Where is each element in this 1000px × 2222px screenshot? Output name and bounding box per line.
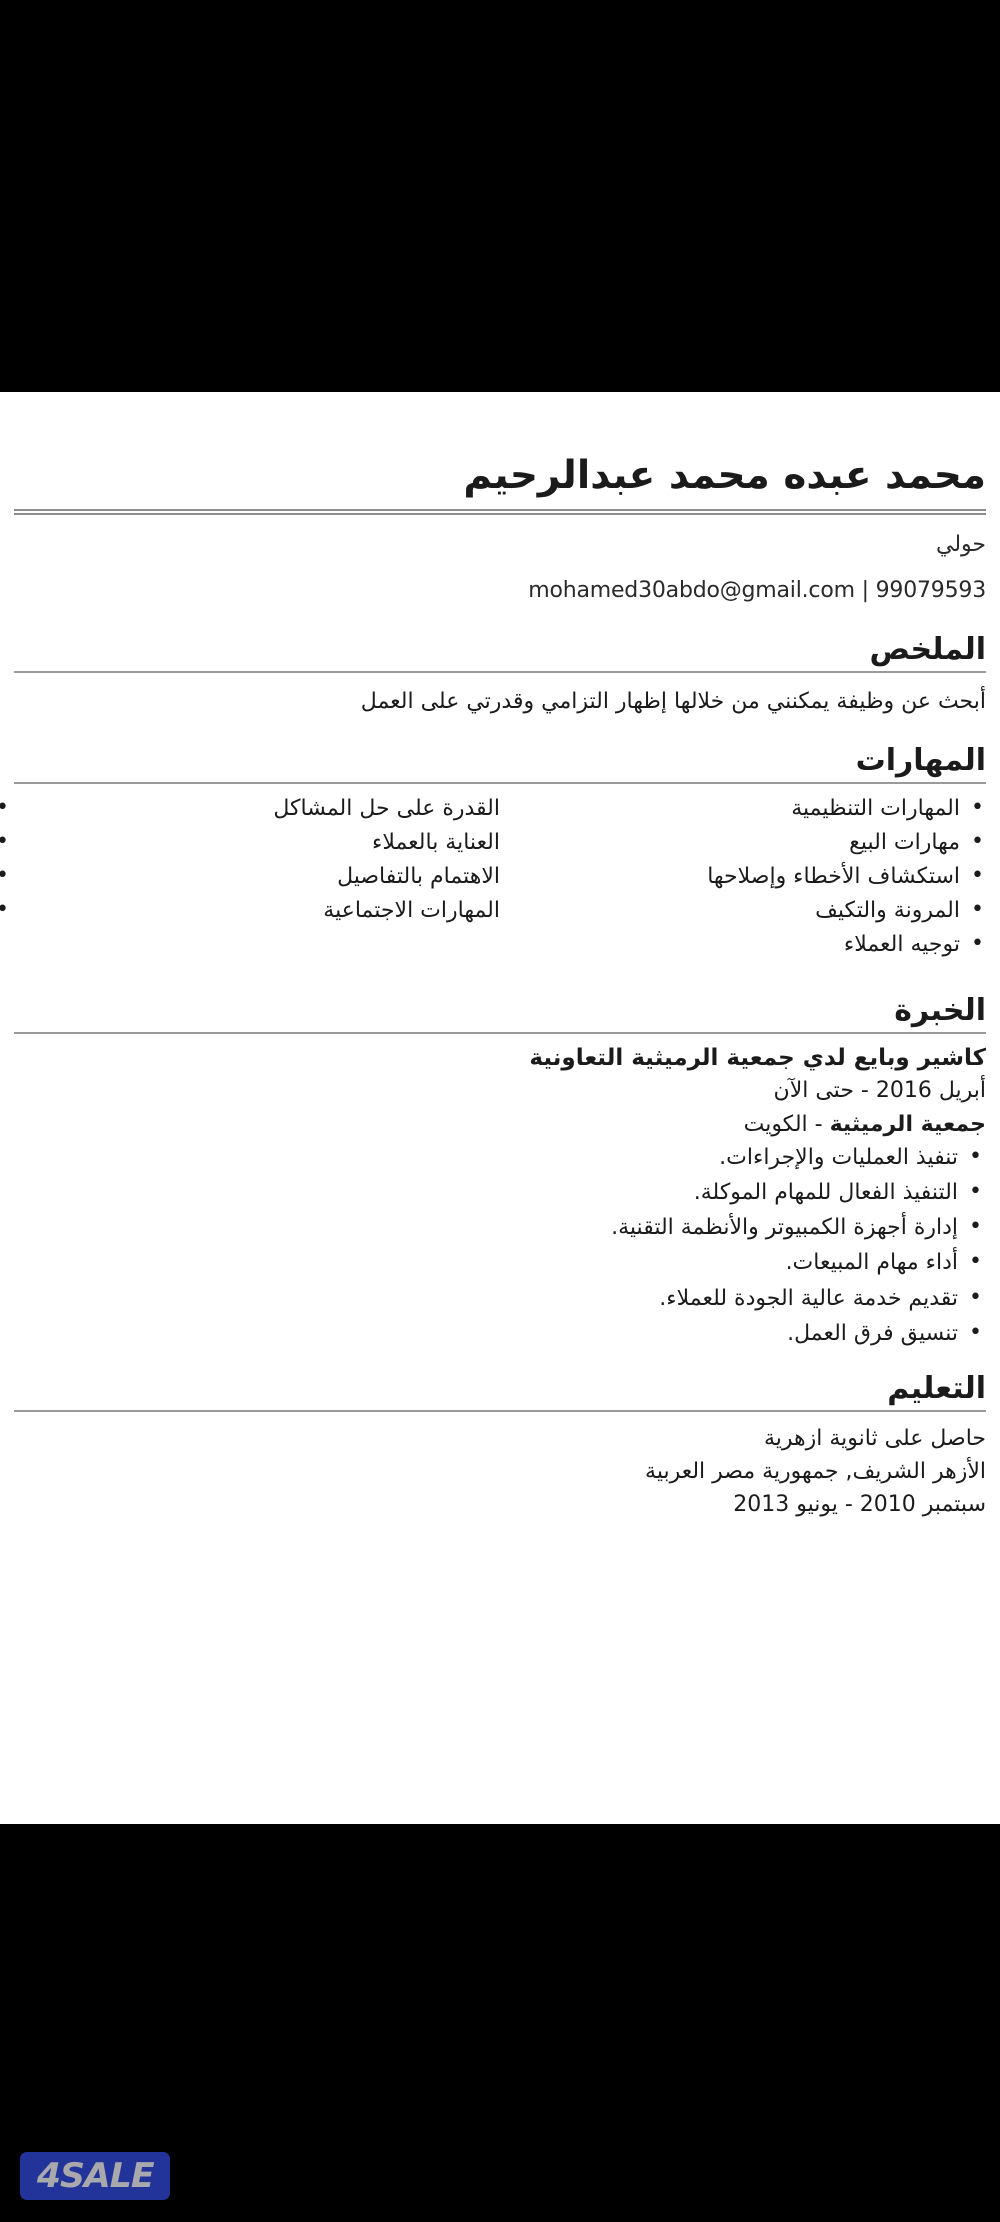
summary-title: الملخص [869,631,986,667]
candidate-location: حولي [935,531,986,557]
list-item: • تقديم خدمة عالية الجودة للعملاء. [14,1287,986,1311]
list-item: • تنسيق فرق العمل. [14,1322,986,1346]
list-item: • تنفيذ العمليات والإجراءات. [14,1146,986,1170]
skills-column-right [500,795,986,968]
education-institution: الأزهر الشريف, جمهورية مصر العربية [645,1458,986,1484]
job-company-location: - الكويت [743,1112,823,1138]
skills-grid [14,794,986,968]
list-item: • الاهتمام بالتفاصيل [14,866,500,888]
list-item: • العناية بالعملاء [14,832,500,854]
skills-list-left [14,795,500,923]
4sale-watermark-logo [20,2152,170,2200]
job-duties-list [14,1146,986,1346]
letterbox-top [0,0,1000,392]
education-dates: سبتمبر 2010 - يونيو 2013 [733,1491,986,1517]
skills-list-right [500,795,986,957]
list-item: • المهارات الاجتماعية [14,900,500,922]
list-item: • التنفيذ الفعال للمهام الموكلة. [14,1181,986,1205]
list-item: • إدارة أجهزة الكمبيوتر والأنظمة التقنية. [14,1216,986,1240]
skills-column-left [14,795,500,968]
job-company [14,1110,986,1140]
job-company-name: جمعية الرميثية [829,1112,986,1138]
resume-sheet [0,392,1000,1824]
candidate-name: محمد عبده محمد عبدالرحيم [463,453,986,498]
list-item: • استكشاف الأخطاء وإصلاحها [500,866,986,888]
list-item: • القدرة على حل المشاكل [14,798,500,820]
experience-divider [14,1032,986,1034]
list-item: • المرونة والتكيف [500,900,986,922]
resume-header [14,454,986,607]
experience-entry [14,1044,986,1346]
education-entry [14,1422,986,1521]
education-title: التعليم [887,1370,986,1406]
list-item: • المهارات التنظيمية [500,798,986,820]
section-education [14,1372,986,1521]
education-divider [14,1410,986,1412]
education-degree: حاصل على ثانوية ازهرية [764,1425,986,1451]
job-dates: أبريل 2016 - حتى الآن [773,1078,986,1104]
job-position: كاشير وبايع لدي جمعية الرميثية التعاونية [529,1044,986,1071]
section-skills [14,744,986,968]
list-item: • توجيه العملاء [500,934,986,956]
summary-text: أبحث عن وظيفة يمكنني من خلالها إظهار التزامي وقدرتي على العمل [360,688,986,714]
skills-title: المهارات [855,742,986,778]
list-item: • مهارات البيع [500,832,986,854]
section-summary [14,633,986,718]
header-divider [14,509,986,515]
candidate-contact: mohamed30abdo@gmail.com | 99079593 [528,577,986,603]
experience-title: الخبرة [894,992,986,1028]
section-experience [14,994,986,1346]
skills-divider [14,782,986,784]
4sale-logo-text: 4SALE [36,2156,154,2196]
summary-divider [14,671,986,673]
list-item: • أداء مهام المبيعات. [14,1251,986,1275]
